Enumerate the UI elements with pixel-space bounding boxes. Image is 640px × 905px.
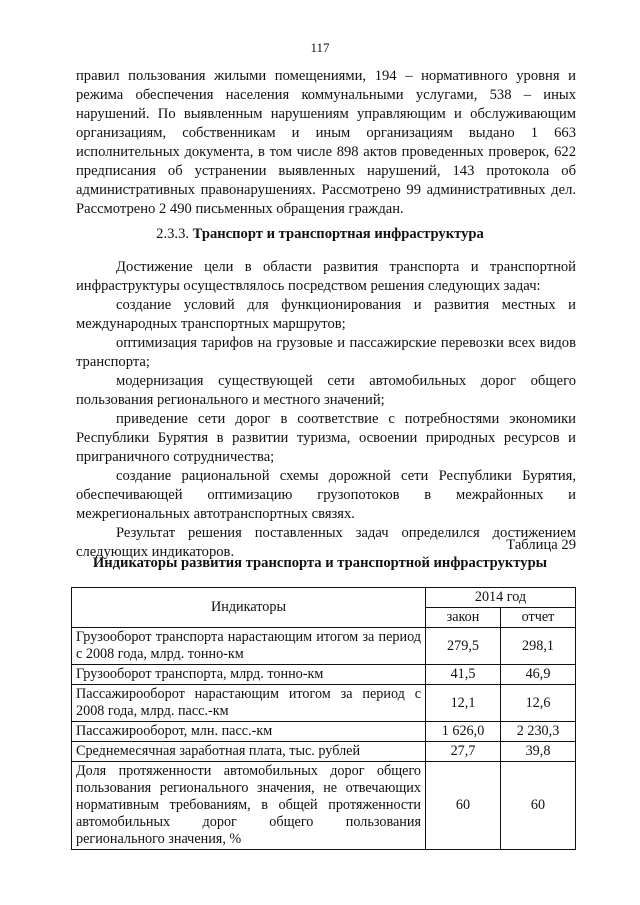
section-body (76, 258, 576, 562)
header-year: 2014 год (426, 588, 576, 608)
indicator-law: 60 (426, 762, 501, 850)
indicator-law: 41,5 (426, 665, 501, 685)
section-title: Транспорт и транспортная инфраструктура (192, 226, 484, 242)
indicator-name: Пассажирооборот нарастающим итогом за период с 2008 года, млрд. пасс.-км (72, 685, 426, 722)
task-item: приведение сети дорог в соответствие с потребностями экономики Республики Бурятия в развитии туризма, освоении природных ресурсов и приграничного сотрудничества; (76, 411, 576, 465)
intro-paragraph: правил пользования жилыми помещениями, 194 – нормативного уровня и режима обеспечения населения коммунальными услугами, 538 – иных нарушений. По выявленным нарушениям управляющим и обслуживающим организациям, собственникам и иным организациям выдано 1 663 исполнительных документа, в том числе 898 актов проведенных проверок, 622 предписания об устранении выявленных нарушений, 143 протокола об административных правонарушениях. Рассмотрено 99 административных дел. Рассмотрено 2 490 письменных обращения граждан. (76, 68, 576, 217)
indicator-report: 298,1 (501, 628, 576, 665)
page-number: 117 (310, 40, 330, 55)
indicator-report: 60 (501, 762, 576, 850)
section-number: 2.3.3. (156, 226, 190, 242)
indicator-name: Грузооборот транспорта, млрд. тонно-км (72, 665, 426, 685)
indicator-law: 1 626,0 (426, 722, 501, 742)
task-item: модернизация существующей сети автомобильных дорог общего пользования регионального и местного значений; (76, 373, 576, 408)
indicator-name: Грузооборот транспорта нарастающим итогом за период с 2008 года, млрд. тонно-км (72, 628, 426, 665)
indicators-table (71, 587, 576, 850)
paragraph-result: Результат решения поставленных задач определился достижением следующих индикаторов. (76, 525, 576, 560)
header-law: закон (426, 608, 501, 628)
table-row (72, 722, 576, 742)
intro-text-block (76, 67, 576, 219)
header-report: отчет (501, 608, 576, 628)
indicator-report: 46,9 (501, 665, 576, 685)
section-heading (0, 226, 640, 243)
table-label: Таблица 29 (506, 537, 576, 553)
header-indicators: Индикаторы (72, 588, 426, 628)
indicator-name: Среднемесячная заработная плата, тыс. рублей (72, 742, 426, 762)
table-header-row (72, 588, 576, 608)
paragraph-goal: Достижение цели в области развития транспорта и транспортной инфраструктуры осуществлялось посредством решения следующих задач: (76, 259, 576, 294)
indicator-report: 39,8 (501, 742, 576, 762)
indicator-law: 27,7 (426, 742, 501, 762)
indicator-law: 279,5 (426, 628, 501, 665)
table-row (72, 742, 576, 762)
table-row (72, 628, 576, 665)
indicator-name: Пассажирооборот, млн. пасс.-км (72, 722, 426, 742)
indicator-report: 12,6 (501, 685, 576, 722)
task-item: создание рациональной схемы дорожной сети Республики Бурятия, обеспечивающей оптимизацию грузопотоков в межрайонных и межрегиональных автотранспортных связях. (76, 468, 576, 522)
indicator-report: 2 230,3 (501, 722, 576, 742)
indicator-law: 12,1 (426, 685, 501, 722)
task-item: создание условий для функционирования и развития местных и международных транспортных маршрутов; (76, 297, 576, 332)
table-row (72, 685, 576, 722)
task-item: оптимизация тарифов на грузовые и пассажирские перевозки всех видов транспорта; (76, 335, 576, 370)
table-title: Индикаторы развития транспорта и транспортной инфраструктуры (92, 555, 548, 571)
indicator-name: Доля протяженности автомобильных дорог общего пользования регионального значения, не отвечающих нормативным требованиям, в общей протяженности автомобильных дорог общего пользования регионального значения, % (72, 762, 426, 850)
table-row (72, 665, 576, 685)
table-row (72, 762, 576, 850)
